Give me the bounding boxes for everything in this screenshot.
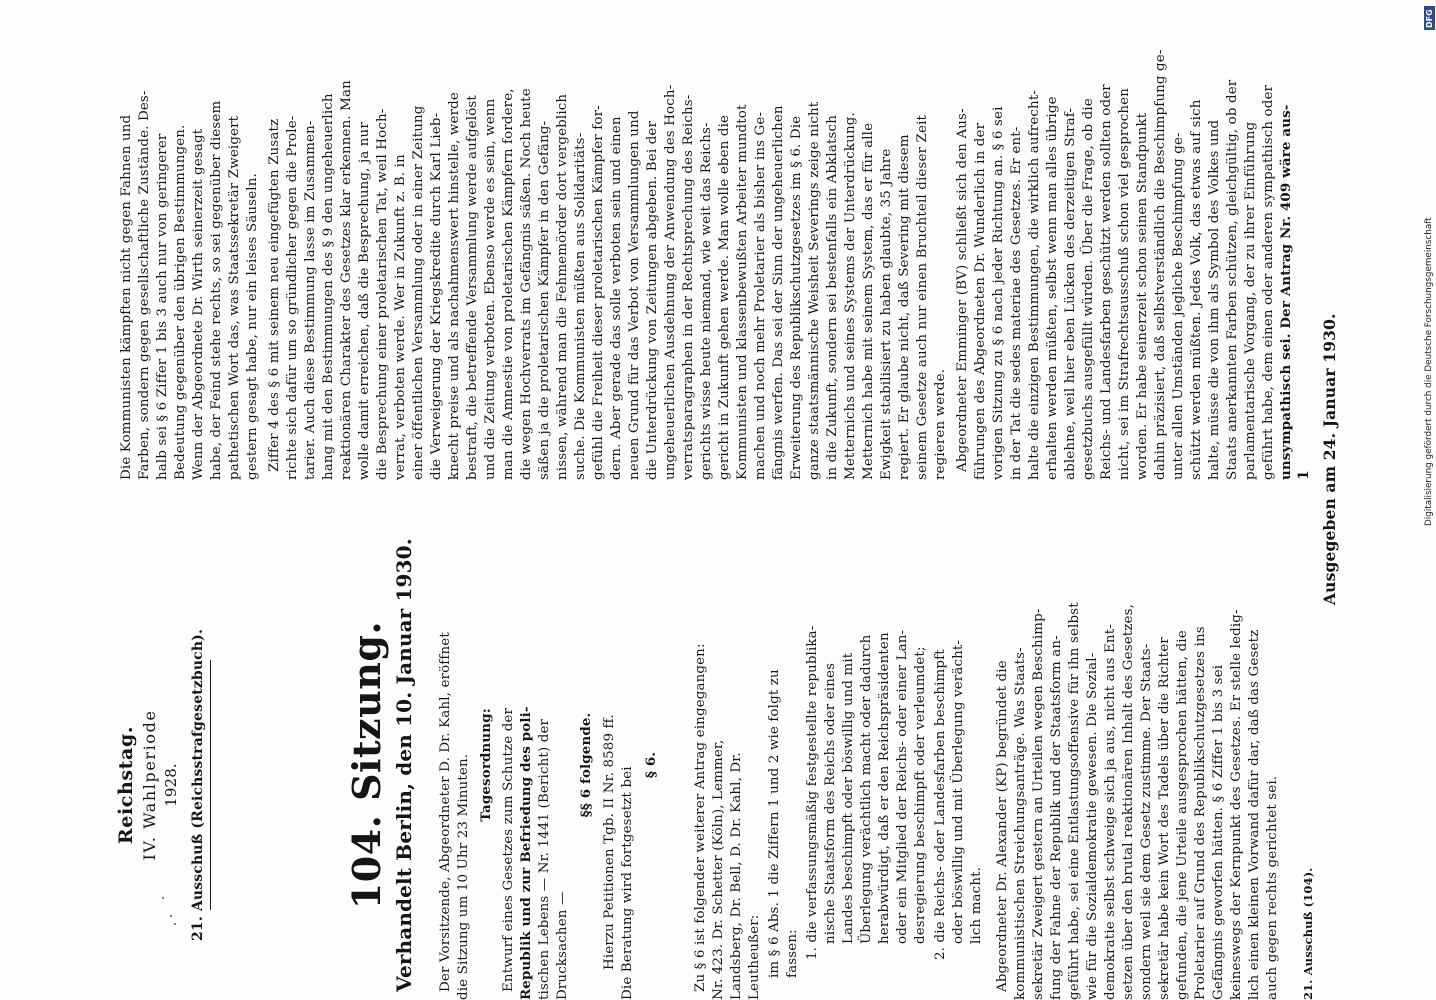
text-line: Wenn der Abgeordnete Dr. Wirth seinerzeit gesagt <box>191 128 206 480</box>
scan-specks <box>160 895 180 935</box>
left-column <box>0 500 1400 1000</box>
text-line: kommunistischen Streichungsanträge. Was Staats- <box>1013 647 1028 1000</box>
text-line: desregierung beschimpft oder verleumdet; <box>913 646 928 944</box>
text-line: Erweiterung des Republikschutzgesetzes im § 6. Die <box>789 115 804 480</box>
text-line: neuen Grund für das Verbot von Versammlungen und <box>627 110 642 480</box>
text-line: Farben, sondern gegen gesellschaftliche Zustände. Des- <box>137 90 152 480</box>
text-line: 2. die Reichs- oder Landesfarben beschimpft <box>933 649 948 960</box>
text-line: verratsparagraphen in der Rechtsprechung des Reichs- <box>681 94 696 480</box>
text-line: im § 6 Abs. 1 die Ziffern 1 und 2 wie folgt zu <box>767 669 782 978</box>
text-line: Drucksachen — <box>555 891 570 1000</box>
text-line: geführt habe, sei eine Entlastungsoffensive für ihn selbst <box>1067 602 1082 1000</box>
text-line: die Sitzung um 10 Uhr 23 Minuten. <box>456 753 471 1000</box>
text-line: Zu § 6 ist folgender weiterer Antrag eingegangen: <box>693 643 708 992</box>
session-subtitle: Verhandelt Berlin, den 10. Januar 1930. <box>392 538 416 992</box>
text-line: dern. Aber gerade das solle verboten sein und einen <box>609 116 624 480</box>
text-line: Die Beratung wird fortgesetzt bei <box>620 766 635 1000</box>
text-line: fängnis werfen. Das sei der Sinn der ungeheuerlichen <box>771 105 786 480</box>
text-line: tischen Lebens — Nr. 1441 (Bericht) der <box>537 718 552 1000</box>
text-line: Überlegung verächtlich macht oder dadurch <box>859 634 874 944</box>
text-line: nische Staatsform des Reichs oder eines <box>823 662 838 944</box>
text-line: Proletarier auf Grund des Republikschutzgesetzes ins <box>1193 626 1208 1000</box>
text-line: Bedeutung gegenüber den übrigen Bestimmungen. <box>173 124 188 480</box>
text-line: Ewigkeit stabilisiert zu haben glaubte, 35 Jahre <box>879 148 894 480</box>
text-line: herabwürdigt, daß er den Reichspräsidenten <box>877 632 892 944</box>
text-line: Metternichs und seines Systems der Unterdrückung. <box>843 112 858 480</box>
text-line: Leutheußer: <box>747 914 762 1000</box>
text-line: unter allen Umständen jegliche Beschimpfung ge- <box>1171 132 1186 480</box>
text-line: Landes beschimpft oder böswillig und mit <box>841 652 856 944</box>
text-line: in der Tat die sedes materiae des Gesetzes. Er ent- <box>1009 126 1024 480</box>
text-line: habe, der Feind stehe rechts, so sei gegenüber diesem <box>209 100 224 480</box>
text-line: Hierzu Petitionen Tgb. II Nr. 8589 ff. <box>602 714 617 970</box>
agenda-heading: Tagesordnung: <box>478 708 494 822</box>
text-line: wolle damit erreichen, daß die Besprechung, ja nur <box>357 122 372 480</box>
text-line: 1. die verfassungsmäßig festgestellte republika- <box>805 625 820 960</box>
session-title: 104. Sitzung. <box>344 620 389 910</box>
text-line: führungen des Abgeordneten Dr. Wunderlich in der <box>973 122 988 480</box>
text-line: nissen, während man die Fehmemörder dort vergeblich <box>555 93 570 480</box>
text-line: Nr. 423. Dr. Schetter (Köln), Lemmer, <box>711 739 726 1000</box>
text-line: reaktionären Charakter des Gesetzes klar erkennen. Man <box>339 80 354 480</box>
text-line: worden. Er habe seinerzeit schon seinen Standpunkt <box>1135 112 1150 480</box>
text-line: wie für die Sozialdemokratie gewesen. Die Sozial- <box>1085 652 1100 1000</box>
text-line: halb sei § 6 Ziffer 1 bis 3 auch nur von geringerer <box>155 133 170 480</box>
text-line: man die Amnestie von proletarischen Kämpfern fordere, <box>501 88 516 480</box>
text-line: die Besprechung einer proletarischen Tat, weil Hoch- <box>375 108 390 480</box>
text-line: fassen: <box>785 929 800 978</box>
text-line: die Verweigerung der Kriegskredite durch Karl Lieb- <box>429 112 444 480</box>
text-line: Die Kommunisten kämpften nicht gegen Fahnen und <box>119 114 134 480</box>
text-line: hang mit den Bestimmungen des § 9 den ungeheuerlich <box>321 93 336 480</box>
text-line: setzen über den brutal reaktionären Inhalt des Gesetzes, <box>1121 603 1136 1000</box>
text-line: gefunden, die jene Urteile ausgesprochen hätten, die <box>1175 630 1190 1000</box>
text-line: nicht, sei im Strafrechtsausschuß schon viel gesprochen <box>1117 88 1132 480</box>
header-rule <box>210 660 211 910</box>
text-line: bestraft, die betreffende Versammlung werde aufgelöst <box>465 95 480 480</box>
text-line: lich einen kleinen Vorwand dafür dar, daß das Gesetz <box>1247 629 1262 1000</box>
text-line: sekretär Zweigert gestern an Urteilen wegen Beschimp- <box>1031 608 1046 1000</box>
text-line: parlamentarische Vorgang, der zu ihrer Einführung <box>1243 121 1258 480</box>
text-line: gestern gesagt habe, nur ein leises Säuseln. <box>245 173 260 480</box>
text-line: geführt habe, dem einen oder anderen sympathisch oder <box>1261 84 1276 480</box>
text-line: oder ein Mitglied der Reichs- oder einer Lan- <box>895 629 910 944</box>
text-line: Abgeordneter Emminger (BV) schließt sich den Aus- <box>955 108 970 472</box>
text-line: richte sich dafür um so gründlicher gegen die Prole- <box>285 115 300 480</box>
text-line: tarier. Auch diese Bestimmung lasse im Zusammen- <box>303 120 318 480</box>
text-line: die Unterdrückung von Zeitungen abgeben. Bei der <box>645 120 660 480</box>
text-line: erhalten werden müßten, selbst wenn man alles übrige <box>1045 96 1060 480</box>
text-line: oder böswillig und mit Überlegung verächt- <box>951 639 966 944</box>
section-heading: §§ 6 folgende. <box>578 712 594 818</box>
text-line: machen und noch mehr Proletarier als bisher ins Ge- <box>753 111 768 480</box>
text-line: gerichts wisse heute niemand, wie weit das Reichs- <box>699 122 714 480</box>
page-number: 1 <box>1296 470 1312 480</box>
paragraph-heading: § 6. <box>643 751 659 779</box>
text-line: ablehne, weil hier eben Lücken des derzeitigen Straf- <box>1063 107 1078 480</box>
text-line: Staats anerkannten Farben schützen, gleichgültig, ob der <box>1225 79 1240 480</box>
text-line: schützt werden müßten. Jedes Volk, das etwas auf sich <box>1189 99 1204 480</box>
notice-text: Digitalisierung gefördert durch die Deutsche Forschungsgemeinschaft <box>1424 217 1434 526</box>
text-line: pathetischen Wort das, was Staatssekretär Zweigert <box>227 115 242 480</box>
text-line: regiert. Er glaube nicht, daß Severing mit diesem <box>897 134 912 480</box>
text-line: Kommunisten und klassenbewußten Arbeiter mundtot <box>735 104 750 480</box>
text-line: gericht in Zukunft gehen werde. Man wolle eben die <box>717 114 732 480</box>
text-line: fung der Fahne der Republik und der Staatsform an- <box>1049 635 1064 1000</box>
text-line: keineswegs der Kernpunkt des Gesetzes. Er stelle ledig- <box>1229 609 1244 1000</box>
text-line: lich macht. <box>969 866 984 944</box>
issued-date: Ausgegeben am 24. Januar 1930. <box>1320 313 1339 605</box>
text-line: halte, müsse die von ihm als Symbol des Volkes und <box>1207 119 1222 480</box>
text-line: halte die einzigen Bestimmungen, die wirklich aufrecht- <box>1027 89 1042 480</box>
text-line: einer öffentlichen Versammlung oder in einer Zeitung <box>411 105 426 480</box>
text-line: verrat, verboten werde. Wer in Zukunft z. B. in <box>393 154 408 480</box>
text-line: gesetzbuchs ausgefüllt würden. Über die Frage, ob die <box>1081 98 1096 480</box>
text-line: Abgeordneter Dr. Alexander (KP) begründet die <box>995 660 1010 992</box>
digitization-notice <box>1424 6 1436 996</box>
text-line: seinem Gesetze auch nur einen Bruchteil dieser Zeit <box>915 114 930 480</box>
text-line: unsympathisch sei. Der Antrag Nr. 409 wäre aus- <box>1278 104 1294 480</box>
text-line: regieren werde. <box>933 368 948 480</box>
text-line: Gefängnis geworfen hätten. § 6 Ziffer 1 bis 3 sei <box>1211 664 1226 1000</box>
text-line: und die Zeitung verboten. Ebenso werde es sein, wenn <box>483 98 498 480</box>
right-column <box>0 10 1400 480</box>
text-line: säßen ja die proletarischen Kämpfer in den Gefäng- <box>537 120 552 480</box>
header-year: 1928. <box>162 763 180 807</box>
text-line: die wegen Hochverrats im Gefängnis säßen. Noch heute <box>519 88 534 480</box>
text-line: ganze staatsmännische Weisheit Severings zeige nicht <box>807 101 822 480</box>
text-line: Der Vorsitzende, Abgeordneter D. Dr. Kahl, eröffnet <box>438 632 453 992</box>
text-line: Republik und zur Befriedung des poli- <box>518 706 534 1000</box>
text-line: suche. Die Kommunisten müßten aus Solidaritäts- <box>573 132 588 480</box>
text-line: Landsberg, Dr. Bell, D. Dr. Kahl, Dr. <box>729 752 744 1000</box>
text-line: demokratie selbst schweige sich ja aus, nicht aus Ent- <box>1103 624 1118 1000</box>
header-title: Reichstag. <box>115 725 137 845</box>
text-line: auch gegen rechts gerichtet sei. <box>1265 775 1280 1000</box>
text-line: in die Zukunft, sondern sei bestenfalls ein Abklatsch <box>825 115 840 480</box>
header-committee: 21. Ausschuß (Reichsstrafgesetzbuch). <box>190 629 206 941</box>
text-line: Reichs- und Landesfarben geschützt werden sollten oder <box>1099 84 1114 480</box>
footnote: 21. Ausschuß (104). <box>1301 867 1315 1000</box>
text-line: dahin präzisiert, daß selbstverständlich die Beschimpfung ge- <box>1153 49 1168 480</box>
text-line: gefühl die Freiheit dieser proletarischen Kämpfer for- <box>591 105 606 480</box>
header-period: IV. Wahlperiode <box>140 709 159 861</box>
text-line: Entwurf eines Gesetzes zum Schutze der <box>501 707 516 992</box>
text-line: Metternich habe mit seinem System, das er für alle <box>861 122 876 480</box>
text-line: vorigen Sitzung zu § 6 nach jeder Richtung an. § 6 sei <box>991 106 1006 480</box>
text-line: Ziffer 4 des § 6 mit seinem neu eingefügten Zusatz <box>267 118 282 472</box>
text-line: sondern weil sie dem Gesetz zustimme. Der Staats- <box>1139 643 1154 1000</box>
dfg-logo: DFG <box>1424 6 1435 30</box>
text-line: knecht preise und als nachahmenswert hinstelle, werde <box>447 92 462 480</box>
text-line: sekretär habe kein Wort des Tadels über die Richter <box>1157 637 1172 1000</box>
text-line: ungeheuerlichen Ausdehnung der Anwendung des Hoch- <box>663 84 678 480</box>
